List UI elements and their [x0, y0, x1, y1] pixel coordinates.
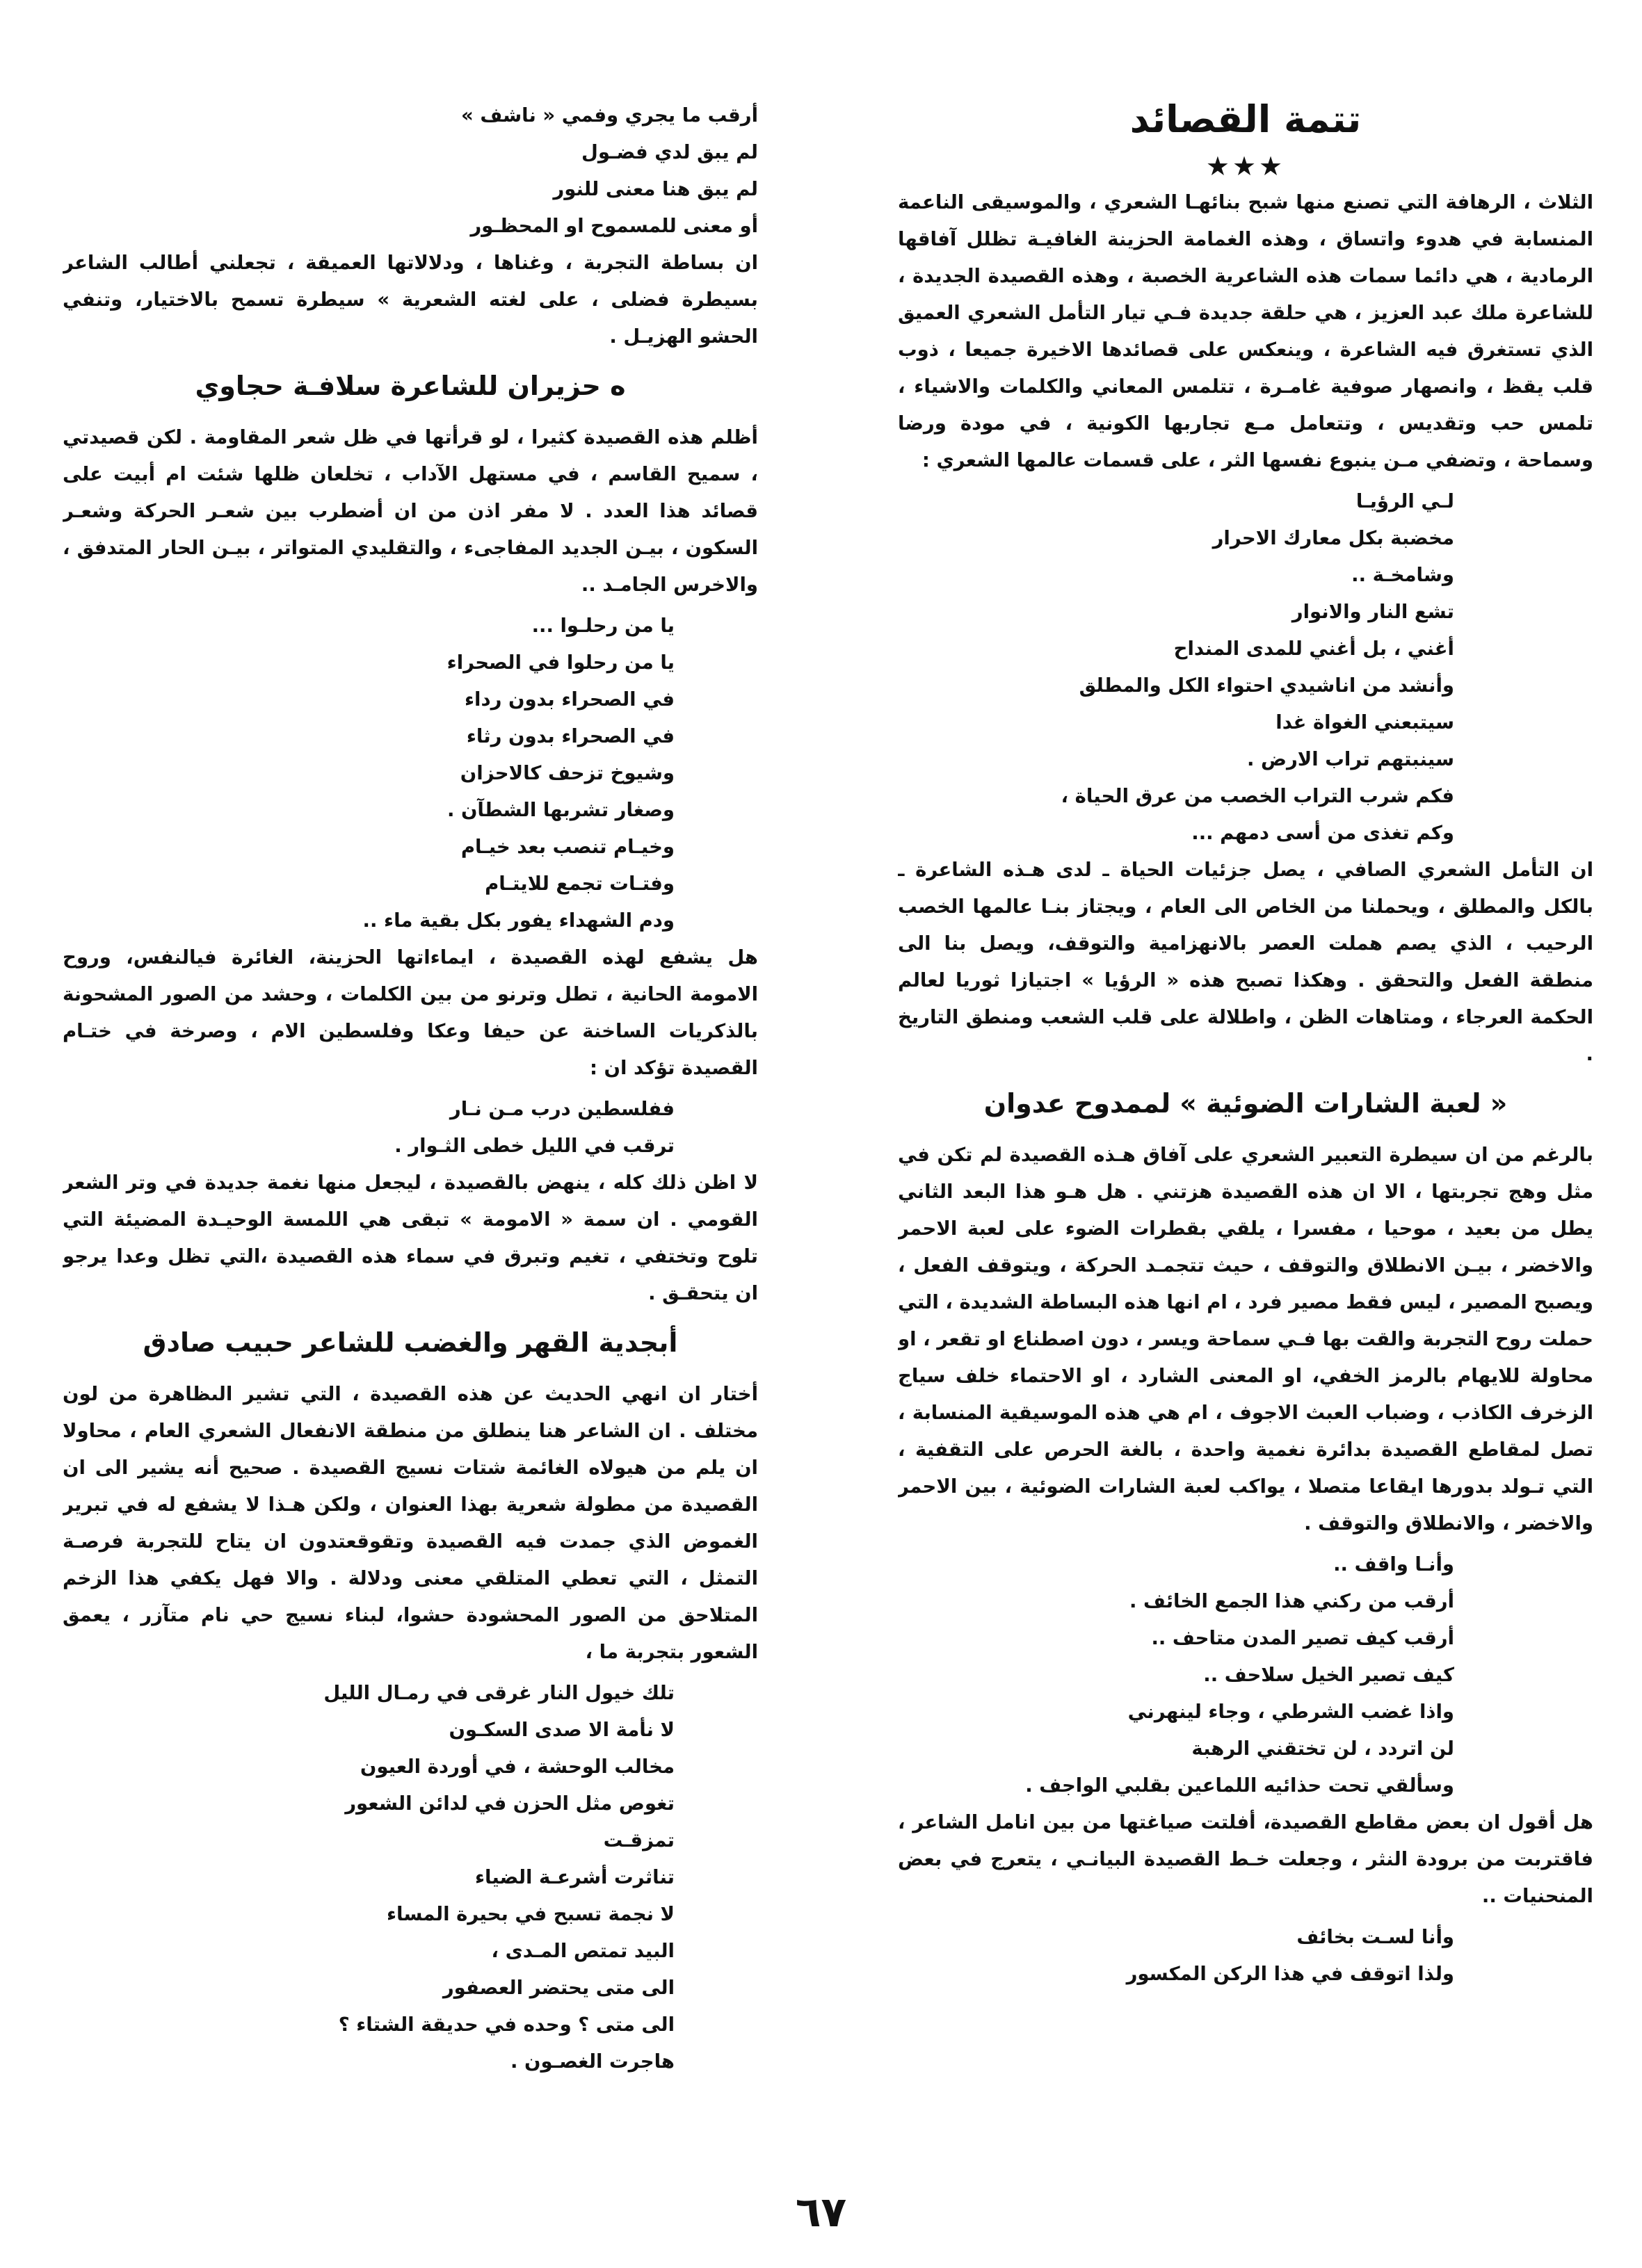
section-heading: أبجدية القهر والغضب للشاعر حبيب صادق	[143, 1327, 678, 1358]
poem-line: وأنا لسـت بخائف	[1296, 1926, 1454, 1948]
poem-line: في الصحراء بدون رثاء	[466, 725, 675, 747]
poem-line: لـي الرؤيـا	[1355, 490, 1454, 512]
poem-line: تشع النار والانوار	[1291, 601, 1454, 623]
paragraph: بالرغم من ان سيطرة التعبير الشعري على آفاق هـذه القصيدة لم تكن في مثل وهج تجربتها ، الا ان هذه القصيدة هزتني . هل هـو هذا البعد الثاني يطل من بعيد ، موحيا ، مفسرا ، يلقي بقطرات الضوء على لعبة الاحمر والاخضر ، بيـن الانطلاق والتوقف ، حيث تتجمـد الحركة ، ويتوقف الفعل ، ويصبح المصير ، ليس فقط مصير فرد ، ام انها هذه البساطة الشديدة ، التي حملت روح التجربة والقت بها فـي سماحة ويسر ، دون اصطناع او تقعر ، او محاولة للايهام بالرمز الخفي، او المعنى الشارد ، او الاحتماء خلف سياج الزخرف الكاذب ، وضباب العبث الاجوف ، ام هي هذه الموسيقية المنسابة ، تصل لمقاطع القصيدة بدائرة نغمية واحدة ، بالغة الحرص على التقفية ، التي تـولد بدورها ايقاعا متصلا ، يواكب لعبة الشارات الضوئية ، بين الاحمر والاخضر ، والانطلاق والتوقف .	[898, 1144, 1593, 1534]
poem-line: سيتبعني الغواة غدا	[1275, 711, 1454, 734]
poem-line: ترقب في الليل خطى الثـوار .	[394, 1135, 675, 1157]
poem-line: وخيـام تنصب بعد خيـام	[460, 836, 675, 858]
poem-line: وكم تغذى من أسى دمهم ...	[1191, 822, 1454, 844]
poem-line: ففلسطين درب مـن نـار	[449, 1098, 675, 1120]
poem-line: لم يبق لدي فضـول	[581, 141, 758, 163]
right-column	[898, 97, 1593, 2129]
poem-line: وفتـات تجمع للايتـام	[485, 873, 675, 895]
poem-line: أرقب من ركني هذا الجمع الخائف .	[1129, 1590, 1454, 1612]
poem-line: الى متى ؟ وحده في حديقة الشتاء ؟	[338, 2014, 675, 2036]
poem-line: ولذا اتوقف في هذا الركن المكسور	[1126, 1963, 1454, 1985]
poem-line: وأنشد من اناشيدي احتواء الكل والمطلق	[1079, 674, 1454, 697]
paragraph: لا اظن ذلك كله ، ينهض بالقصيدة ، ليجعل منها نغمة جديدة في وتر الشعر القومي . ان سمة « الامومة » تبقى هي اللمسة الوحيـدة المضيئة التي تلوح وتختفي ، تغيم وتبرق في سماء هذه القصيدة ،التي تظل وعدا يرجو ان يتحقـق .	[63, 1172, 758, 1304]
poem-line: وسألقي تحت حذائيه اللماعين بقلبي الواجف .	[1025, 1774, 1454, 1797]
poem-line: فكم شرب التراب الخصب من عرق الحياة ،	[1061, 785, 1454, 807]
poem-line: البيد تمتص المـدى ،	[491, 1940, 675, 1962]
page-number: ٦٧	[795, 2188, 847, 2237]
poem-excerpt	[898, 483, 1593, 852]
poem-line: سينبتهم تراب الارض .	[1246, 748, 1454, 770]
poem-excerpt	[63, 608, 758, 939]
poem-line: كيف تصير الخيل سلاحف ..	[1203, 1664, 1454, 1686]
poem-line: أرقب كيف تصير المدن متاحف ..	[1151, 1627, 1454, 1649]
poem-line: الى متى يحتضر العصفور	[442, 1977, 675, 1999]
poem-line: وشامخـة ..	[1351, 564, 1454, 586]
poem-line: يا من رحلـوا ...	[531, 615, 675, 637]
stars-ornament: ★★★	[1205, 151, 1286, 181]
paragraph: أختار ان انهي الحديث عن هذه القصيدة ، التي تشير الىظاهرة من لون مختلف . ان الشاعر هنا ينطلق من منطقة الانفعال الشعري العام ، محاولا ان يلم من هيولاه الغائمة شتات نسيج القصيدة . صحيح أنه يشير الى ان القصيدة من مطولة شعرية بهذا العنوان ، ولكن هـذا لا يشفع له في تبرير الغموض الذي جمدت فيه القصيدة وتقوقعتدون ان يتاح للتجربة فرصـة التمثل ، التي تعطي المتلقي معنى ودلالة . والا فهل يكفي هذا الزخم المتلاحق من الصور المحشودة حشوا، لبناء نسيج حي نام متآزر ، يعمق الشعور بتجربة ما ،	[63, 1383, 758, 1663]
poem-line: أرقب ما يجري وفمي « ناشف »	[461, 104, 758, 127]
paragraph: الثلاث ، الرهافة التي تصنع منها شبح بنائهـا الشعري ، والموسيقى الناعمة المنسابة في هدوء واتساق ، وهذه الغمامة الحزينة الغافيـة تظلل آفاقها الرمادية ، هي دائما سمات هذه الشاعرية الخصبة ، وهذه القصيدة الجديدة ، للشاعرة ملك عبد العزيز ، هي حلقة جديدة فـي تيار التأمل الشعري العميق الذي تستغرق فيه الشاعرة ، وينعكس على قصائدها الاخيرة جميعا ، ذوب قلب يقظ ، وانصهار صوفية غامـرة ، تتلمس المعاني والكلمات والاشياء ، تلمس حب وتقديس ، وتتعامل مـع تجاربها الكونية ، في مودة ورضا وسماحة ، وتضفي مـن ينبوع نفسها الثر ، على قسمات عالمها الشعري :	[898, 191, 1593, 471]
poem-line: وشيوخ تزحف كالاحزان	[460, 762, 675, 784]
poem-line: ودم الشهداء يفور بكل بقية ماء ..	[362, 909, 675, 932]
poem-excerpt	[63, 1091, 758, 1165]
paragraph: هل أقول ان بعض مقاطع القصيدة، أفلتت صياغتها من بين انامل الشاعر ، فاقتربت من برودة النثر ، وجعلت خـط القصيدة البيانـي ، يتعرج في بعض المنحنيات ..	[898, 1811, 1593, 1907]
poem-line: هاجرت الغصـون .	[510, 2050, 675, 2073]
paragraph: ان بساطة التجربة ، وغناها ، ودلالاتها العميقة ، تجعلني أطالب الشاعر بسيطرة فضلى ، على لغته الشعرية » سيطرة تسمح بالاختيار، وتنفي الحشو الهزيـل .	[63, 252, 758, 348]
poem-line: تغوص مثل الحزن في لدائن الشعور	[345, 1792, 675, 1815]
article-title: تتمة القصائد	[1129, 97, 1362, 141]
poem-line: مخالب الوحشة ، في أوردة العيون	[360, 1756, 675, 1778]
section-heading: ه حزيران للشاعرة سلافـة حجاوي	[195, 371, 626, 401]
poem-line: وصغار تشربها الشطآن .	[446, 799, 675, 821]
poem-line: أغني ، بل أغني للمدى المنداح	[1173, 638, 1454, 660]
poem-excerpt	[63, 97, 758, 245]
poem-line: وأنـا واقف ..	[1333, 1553, 1454, 1576]
poem-line: لا نجمة تسبح في بحيرة المساء	[386, 1903, 675, 1925]
poem-line: مخضبة بكل معارك الاحرار	[1212, 527, 1454, 549]
poem-line: في الصحراء بدون رداء	[464, 688, 675, 711]
paragraph: هل يشفع لهذه القصيدة ، ايماءاتها الحزينة، الغائرة فيالنفس، وروح الامومة الحانية ، تطل وترنو من بين الكلمات ، وحشد من الصور المشحونة بالذكريات الساخنة عن حيفا وعكا وفلسطين الام ، وصرخة في ختـام القصيدة تؤكد ان :	[63, 946, 758, 1079]
poem-line: أو معنى للمسموح او المحظـور	[470, 215, 758, 237]
poem-excerpt	[63, 1675, 758, 2080]
poem-line: تناثرت أشرعـة الضياء	[475, 1866, 675, 1888]
poem-line: لن اتردد ، لن تختقني الرهبة	[1191, 1738, 1454, 1760]
paragraph: ان التأمل الشعري الصافي ، يصل جزئيات الحياة ـ لدى هـذه الشاعرة ـ بالكل والمطلق ، ويحملنا من الخاص الى العام ، ويجتاز بنـا عالمها الخصب الرحيب ، الذي يصم هملت العصر بالانهزامية والتوقف، ويصل بنا الى منطقة الفعل والتحقق . وهكذا تصبح هذه « الرؤيا » اجتيازا ثوريا لعالم الحكمة العرجاء ، ومتاهات الظن ، واطلالة على قلب الشعب ومنطق التاريخ .	[898, 859, 1593, 1065]
poem-line: يا من رحلوا في الصحراء	[446, 651, 675, 674]
paragraph: أظلم هذه القصيدة كثيرا ، لو قرأتها في ظل شعر المقاومة . لكن قصيدتي ، سميح القاسم ، في مستهل الآداب ، تخلعان ظلها شئت ام أبيت على قصائد هذا العدد . لا مفر اذن من ان أضطرب بين شعـر الحركة وشعـر السكون ، بيـن الجديد المفاجىء ، والتقليدي المتواتر ، بيـن الحار المتدفق ، والاخرس الجامـد ..	[63, 426, 758, 596]
left-column	[63, 97, 758, 2129]
section-heading: « لعبة الشارات الضوئية » لممدوح عدوان	[983, 1088, 1508, 1119]
poem-line: تمزقـت	[603, 1829, 675, 1852]
poem-line: لم يبق هنا معنى للنور	[553, 178, 758, 200]
poem-line: لا نأمة الا صدى السكـون	[449, 1719, 675, 1741]
poem-line: تلك خيول النار غرقى في رمـال الليل	[323, 1682, 675, 1704]
poem-excerpt	[898, 1546, 1593, 1804]
poem-line: واذا غضب الشرطي ، وجاء لينهرني	[1127, 1701, 1454, 1723]
poem-excerpt	[898, 1919, 1593, 1993]
